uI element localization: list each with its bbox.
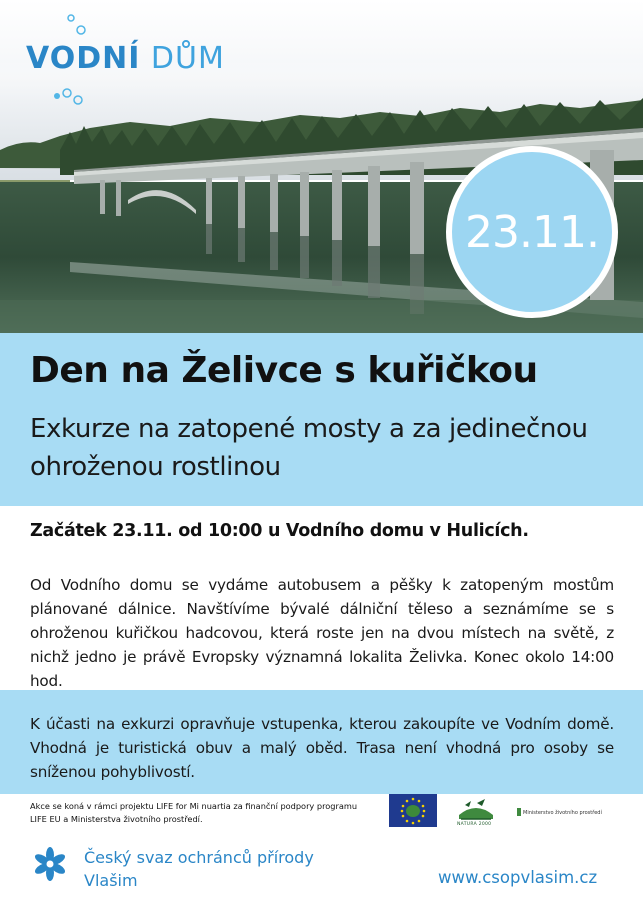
organization-name: [84, 846, 314, 892]
project-funding-note: Akce se koná v rámci projektu LIFE for Mi nuartia za finanční podpory programu LIFE EU a Ministerstva životního prostředí.: [30, 801, 358, 824]
logo-word-vodni: VODNÍ: [26, 41, 141, 76]
event-title: Den na Želivce s kuřičkou: [30, 350, 538, 391]
website-link[interactable]: www.csopvlasim.cz: [438, 868, 598, 887]
ticket-info-paragraph: K účasti na exkurzi opravňuje vstupenka, kterou zakoupíte ve Vodním domě. Vhodná je turistická obuv a malý oběd. Trasa není vhodná pro osoby se sníženou pohyblivostí.: [30, 715, 614, 781]
start-time-line: Začátek 23.11. od 10:00 u Vodního domu v Hulicích.: [30, 521, 529, 541]
header-photo-area: [0, 0, 643, 333]
event-subtitle: Exkurze na zatopené mosty a za jedinečnou ohroženou rostlinou: [30, 414, 588, 482]
life-eu-flag-icon: [389, 794, 437, 827]
natura-2000-label: NATURA 2000: [457, 822, 492, 827]
date-badge: [446, 146, 618, 318]
bubbles-icon: [40, 12, 100, 107]
date-badge-text: 23.11.: [465, 206, 599, 258]
logo-word-dum: DŮM: [150, 41, 225, 76]
organization-name-line1: Český svaz ochránců přírody: [84, 848, 314, 867]
csop-flower-icon: [28, 840, 76, 888]
description-paragraph: Od Vodního domu se vydáme autobusem a pěšky k zatopeným mostům plánované dálnice. Navštívíme bývalé dálniční těleso a seznámíme se s ohroženou kuřičkou hadcovou, která roste jen na dvou místech na světě, z nichž jedno je právě Evropsky významná lokalita Želivka. Konec okolo 14:00 hod.: [30, 576, 614, 690]
ministry-label: Ministerstvo životního prostředí: [523, 810, 602, 816]
organization-name-line2: Vlašim: [84, 871, 138, 890]
